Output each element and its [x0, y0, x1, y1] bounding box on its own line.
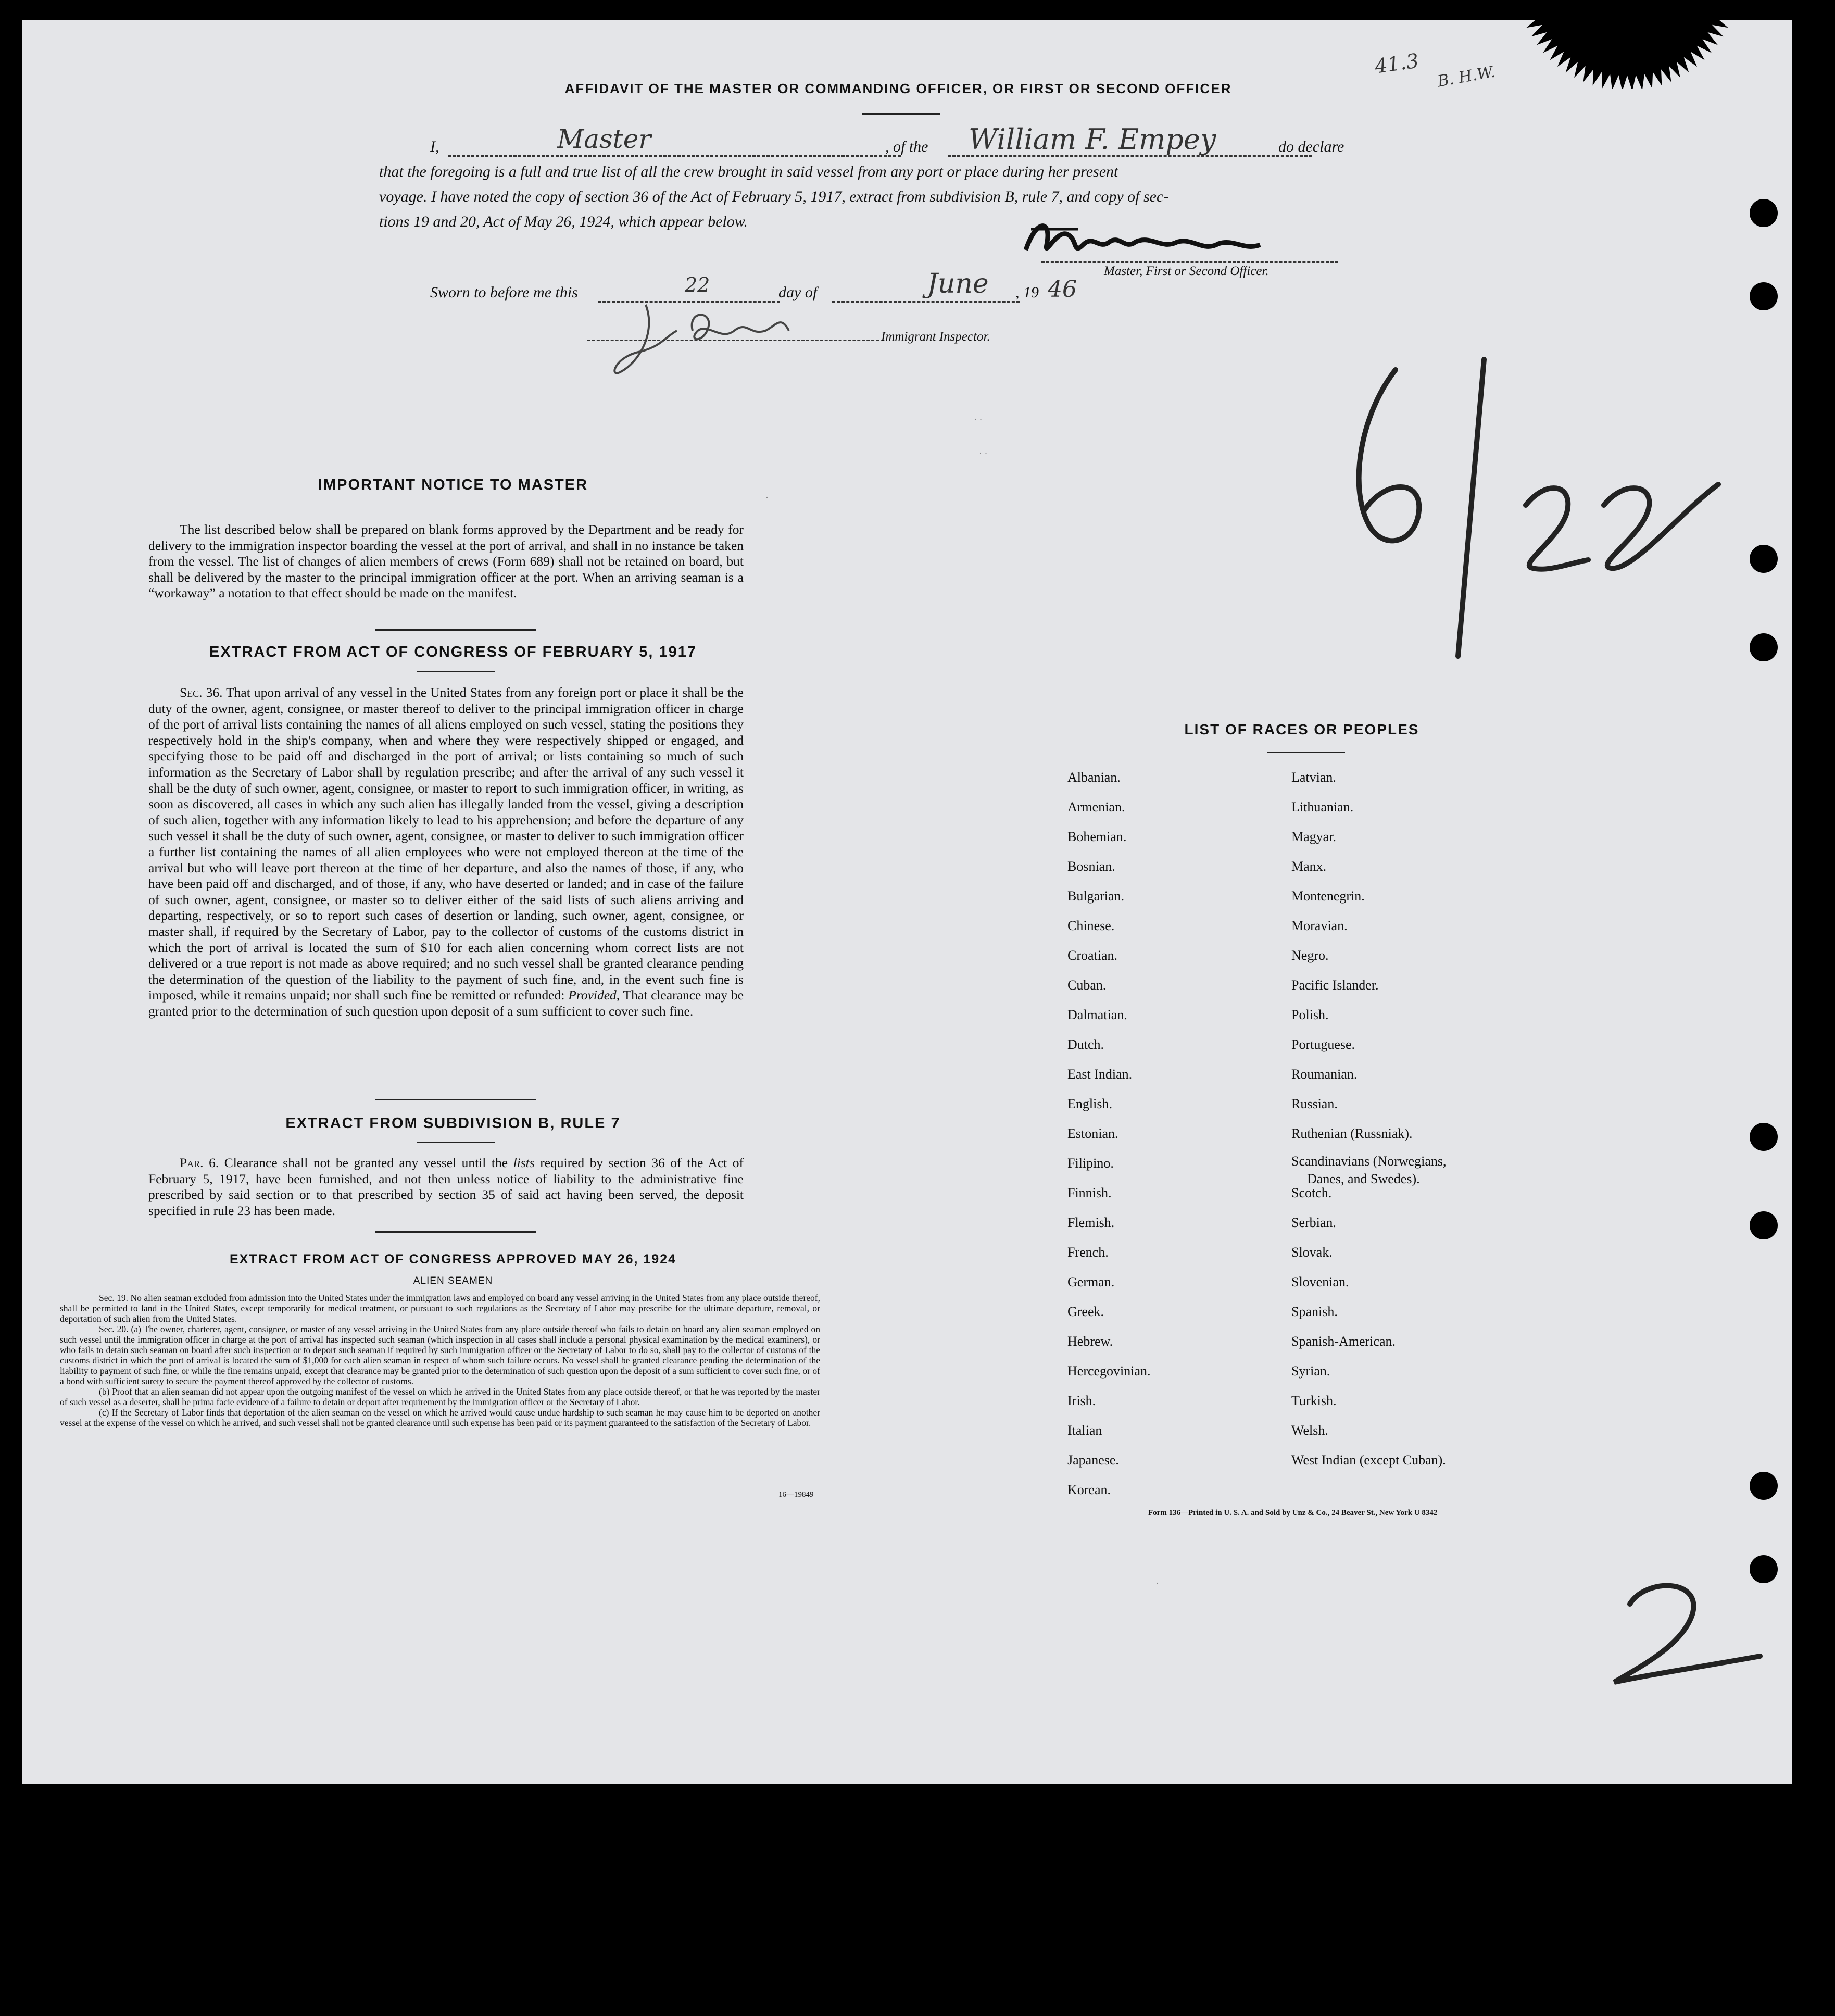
punch-hole: [1750, 1123, 1778, 1151]
race-item: Lithuanian.: [1291, 799, 1354, 815]
annotation-initials: B. H.W.: [1436, 62, 1497, 91]
race-item: Filipino.: [1067, 1156, 1114, 1171]
race-item: Ruthenian (Russniak).: [1291, 1126, 1413, 1141]
race-item: East Indian.: [1067, 1067, 1133, 1082]
master-caption: Master, First or Second Officer.: [1104, 264, 1269, 278]
race-item: Scandinavians (Norwegians,: [1291, 1154, 1447, 1169]
rank-line: [448, 155, 901, 157]
races-title: LIST OF RACES OR PEOPLES: [1184, 721, 1419, 737]
punch-hole: [1750, 1472, 1778, 1500]
race-item: Bulgarian.: [1067, 888, 1125, 904]
subdivision-b-body: [148, 1155, 744, 1219]
race-item: Pacific Islander.: [1291, 978, 1379, 993]
mark: ·: [765, 492, 769, 503]
provided-text: Provided,: [568, 987, 620, 1003]
of-the-text: , of the: [885, 138, 928, 155]
mark: ·: [1156, 1578, 1159, 1588]
race-item: Latvian.: [1291, 770, 1336, 785]
race-item: Chinese.: [1067, 918, 1115, 933]
declare-text: do declare: [1278, 138, 1344, 155]
punch-hole: [1750, 199, 1778, 227]
race-item: Finnish.: [1067, 1185, 1112, 1200]
master-signature-line: [1041, 261, 1338, 263]
paragraph-label: Par. 6.: [180, 1155, 219, 1170]
divider: [1267, 752, 1345, 753]
extract-1924-title: EXTRACT FROM ACT OF CONGRESS APPROVED MAY 26, 1924: [229, 1252, 677, 1267]
race-item: Negro.: [1291, 948, 1329, 963]
section-text: That upon arrival of any vessel in the United States from any foreign port or place it shall be the duty of the owner, agent, consignee, or master thereof to deliver to the principal immigration officer in charge of the port of arrival lists containing the names of all aliens employed on such vessel, stating the positions they respectively hold in the ship's company, when and where they were respectively shipped or engaged, and specifying those to be paid off and discharged in the port of arrival; or lists containing so much of such information as the Secretary of Labor shall by regulation prescribe; and after the arrival of any such vessel it shall be the duty of such owner, agent, consignee, or master to report to such immigration officer, in writing, as soon as discovered, all cases in which any such alien has illegally landed from the vessel, giving a description of such alien, together with any information likely to lead to his apprehension; and before the departure of any such vessel it shall be the duty of such owner, agent, consignee, or master to deliver to such immigration officer a further list containing the names of all alien employees who were not employed thereon at the time of the arrival but who will leave port thereon at the time of her departure, and also the names of those, if any, who have been paid off and discharged, and of those, if any, who have deserted or landed; and in case of the failure of such owner, agent, consignee, or master so to deliver either of the said lists of such aliens arriving and departing, respectively, or so to report such cases of desertion or landing, such owner, agent, consignee, or master shall, if required by the Secretary of Labor, pay to the collector of customs of the customs district in which the port of arrival is located the sum of $10 for each alien concerning whom correct lists are not delivered or a true report is not made as above required; and no such vessel shall be granted clearance pending the determination of the question of the liability to the payment of such fine, and, in the event such fine is imposed, while it remains unpaid; nor shall such fine be remitted or refunded:: [148, 685, 744, 1003]
section-label: Sec. 36.: [180, 685, 223, 700]
extract-1917-body: [148, 685, 744, 1019]
sec-20c-text: (c) If the Secretary of Labor finds that deportation of the alien seaman on the vessel on which he arrived would cause undue hardship to such seaman he may cause him to be deported on another vessel at the expense of the vessel on which he arrived, and such vessel shall not be granted clearance until such expense has been paid or its payment guaranteed to the satisfaction of the Secretary of Labor.: [60, 1407, 820, 1428]
race-item: Korean.: [1067, 1482, 1111, 1497]
race-item: Polish.: [1291, 1007, 1329, 1022]
race-item: Spanish-American.: [1291, 1334, 1396, 1349]
handwritten-date: [1328, 354, 1734, 667]
race-item: West Indian (except Cuban).: [1291, 1452, 1446, 1468]
race-item: Turkish.: [1291, 1393, 1337, 1408]
paragraph-text-b: required by section 36 of the Act of February 5, 1917, have been furnished, and not then unless notice of liability to the administrative fine prescribed by said section or to that prescribed by section 35 of said act having been served, the deposit specified in rule 23 has been made.: [148, 1155, 744, 1218]
divider: [375, 1231, 536, 1233]
inspector-signature: [609, 299, 807, 383]
divider: [417, 671, 495, 672]
race-item: Croatian.: [1067, 948, 1118, 963]
paragraph-text-a: Clearance shall not be granted any vessel until the: [224, 1155, 508, 1170]
race-item: Russian.: [1291, 1096, 1338, 1111]
punch-hole: [1750, 282, 1778, 310]
race-item: French.: [1067, 1245, 1109, 1260]
divider: [862, 113, 940, 115]
mark: · ·: [974, 414, 983, 424]
section-tail: That clearance may be granted prior to the determination of such question upon deposit of a sum sufficient to cover such fine.: [148, 987, 744, 1019]
inspector-caption: Immigrant Inspector.: [881, 330, 990, 344]
race-item: Montenegrin.: [1291, 888, 1365, 904]
punch-hole: [1750, 1211, 1778, 1239]
seal-icon: [1500, 0, 1744, 89]
affidavit-line-3: tions 19 and 20, Act of May 26, 1924, which appear below.: [379, 213, 748, 230]
race-item: Serbian.: [1291, 1215, 1336, 1230]
race-item: Bosnian.: [1067, 859, 1115, 874]
race-item: Estonian.: [1067, 1126, 1118, 1141]
punch-hole: [1750, 545, 1778, 573]
form-code: 16—19849: [778, 1491, 814, 1499]
lists-word: lists: [513, 1155, 535, 1170]
race-item: Magyar.: [1291, 829, 1336, 844]
sworn-prefix: Sworn to before me this: [430, 284, 578, 301]
race-item: Albanian.: [1067, 770, 1121, 785]
extract-1924-subtitle: ALIEN SEAMEN: [413, 1275, 493, 1286]
day-of-text: day of: [778, 284, 818, 301]
race-item: Portuguese.: [1291, 1037, 1355, 1052]
race-item: Spanish.: [1291, 1304, 1338, 1319]
footer-form-note: Form 136—Printed in U. S. A. and Sold by Unz & Co., 24 Beaver St., New York U 8342: [1148, 1509, 1438, 1517]
punch-hole: [1750, 633, 1778, 661]
vessel-name-handwritten: William F. Empey: [969, 123, 1216, 156]
sec-19-text: Sec. 19. No alien seaman excluded from admission into the United States under the immigration laws and employed on board any vessel arriving in the United States from any place outside thereof, shall be permitted to land in the United States, except temporarily for medical treatment, or pursuant to such regulations as the Secretary of Labor may prescribe for the ultimate departure, removal, or deportation of such alien from the United States.: [60, 1293, 820, 1324]
race-item: Dutch.: [1067, 1037, 1104, 1052]
affidavit-title: AFFIDAVIT OF THE MASTER OR COMMANDING OFFICER, OR FIRST OR SECOND OFFICER: [564, 81, 1232, 96]
race-item: German.: [1067, 1274, 1115, 1289]
race-item: Armenian.: [1067, 799, 1125, 815]
notice-body: [148, 522, 744, 602]
race-item: Italian: [1067, 1423, 1102, 1438]
sworn-day-handwritten: 22: [685, 273, 710, 296]
sworn-month-line: [832, 301, 1020, 303]
race-item: Irish.: [1067, 1393, 1096, 1408]
race-item: Danes, and Swedes).: [1307, 1171, 1420, 1186]
year-suffix-handwritten: 46: [1048, 276, 1077, 303]
race-item: Bohemian.: [1067, 829, 1127, 844]
race-item: Scotch.: [1291, 1185, 1332, 1200]
affidavit-line-1: that the foregoing is a full and true list of all the crew brought in said vessel from any port or place during her present: [379, 163, 1118, 180]
inspector-signature-line: [587, 340, 879, 341]
notice-title: IMPORTANT NOTICE TO MASTER: [318, 477, 588, 493]
race-item: Slovak.: [1291, 1245, 1333, 1260]
race-item: Hebrew.: [1067, 1334, 1113, 1349]
subdivision-b-title: EXTRACT FROM SUBDIVISION B, RULE 7: [285, 1115, 621, 1132]
divider: [417, 1142, 495, 1143]
affidavit-line-2: voyage. I have noted the copy of section 36 of the Act of February 5, 1917, extract from subdivision B, rule 7, and copy of sec-: [379, 188, 1169, 205]
extract-1924-body: [60, 1293, 820, 1428]
mark: · ·: [979, 448, 988, 458]
sec-20a-text: Sec. 20. (a) The owner, charterer, agent, consignee, or master of any vessel arriving in the United States from any place outside thereof who fails to detain on board any alien seaman employed on such vessel until the immigration officer in charge at the port of arrival has inspected such seaman (which inspection in all cases shall include a personal physical examination by the medical examiners), or who fails to detain such seaman on board after such inspection or to deport such seaman if required by such immigration officer or the Secretary of Labor to do so, shall pay to the collector of customs of the customs district in which the port of arrival is located the sum of $1,000 for each alien seaman in respect of whom such failure occurs. No vessel shall be granted clearance pending the determination of the liability to payment of such fine, or while the fine remains unpaid, except that clearance may be granted prior to the determination of such question upon the deposit of a sum sufficient to cover such fine, or of a bond with sufficient surety to secure the payment thereof approved by the collector of customs.: [60, 1324, 820, 1386]
prefix-i: I,: [430, 138, 439, 155]
annotation-code: 41.3: [1373, 49, 1421, 78]
sec-20b-text: (b) Proof that an alien seaman did not appear upon the outgoing manifest of the vessel on which he arrived in the United States from any place outside thereof, or that he was reported by the master of such vessel as a deserter, shall be prima facie evidence of a failure to detain or deport after requirement by the immigration officer or the Secretary of Labor.: [60, 1386, 820, 1407]
race-item: Greek.: [1067, 1304, 1104, 1319]
year-prefix: , 19: [1015, 284, 1039, 301]
race-item: English.: [1067, 1096, 1112, 1111]
extract-1917-title: EXTRACT FROM ACT OF CONGRESS OF FEBRUARY 5, 1917: [209, 644, 697, 660]
race-item: Welsh.: [1291, 1423, 1328, 1438]
sworn-month-handwritten: June: [927, 268, 989, 299]
race-item: Syrian.: [1291, 1363, 1330, 1379]
race-item: Japanese.: [1067, 1452, 1119, 1468]
notice-text: The list described below shall be prepared on blank forms approved by the Department and be ready for delivery to the immigration inspector boarding the vessel at the port of arrival, and shall in no instance be taken from the vessel. The list of changes of alien members of crews (Form 689) shall not be retained on board, but shall be delivered by the master to the principal immigration officer at the port. When an arriving seaman is a “workaway” a notation to that effect should be made on the manifest.: [148, 522, 744, 601]
divider: [375, 1099, 536, 1100]
race-item: Moravian.: [1291, 918, 1348, 933]
race-item: Slovenian.: [1291, 1274, 1349, 1289]
race-item: Cuban.: [1067, 978, 1107, 993]
race-item: Manx.: [1291, 859, 1327, 874]
race-item: Dalmatian.: [1067, 1007, 1127, 1022]
page-number: [1599, 1573, 1765, 1698]
race-item: Hercegovinian.: [1067, 1363, 1151, 1379]
divider: [375, 629, 536, 631]
rank-handwritten: Master: [557, 124, 651, 154]
race-item: Flemish.: [1067, 1215, 1115, 1230]
race-item: Roumanian.: [1291, 1067, 1358, 1082]
